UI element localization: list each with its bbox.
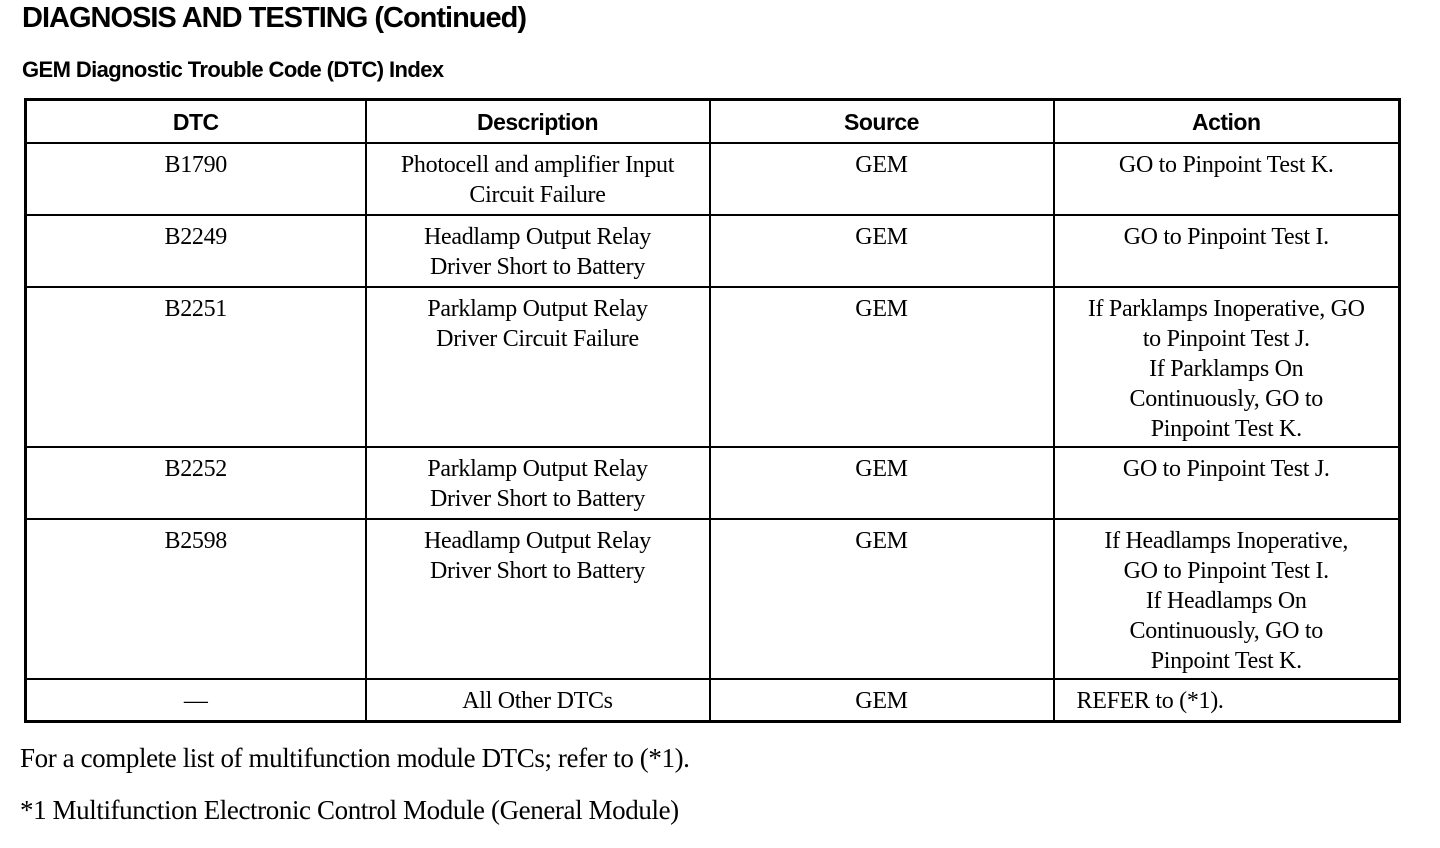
table-row [26, 447, 1400, 519]
cell-dtc: B2249 [26, 215, 366, 287]
cell-action [1054, 447, 1400, 519]
description-line: Driver Circuit Failure [436, 326, 639, 352]
cell-dtc: B1790 [26, 143, 366, 215]
action-line: If Headlamps On [1145, 588, 1307, 614]
cell-action [1054, 519, 1400, 679]
cell-description [366, 519, 710, 679]
cell-source: GEM [710, 215, 1054, 287]
header-description: Description [366, 100, 710, 144]
cell-description [366, 679, 710, 722]
page-heading: DIAGNOSIS AND TESTING (Continued) [22, 2, 527, 34]
dtc-index-table [24, 98, 1401, 723]
cell-dtc: B2251 [26, 287, 366, 447]
description-line: Photocell and amplifier Input [400, 152, 675, 178]
action-line: If Parklamps On [1149, 356, 1304, 382]
action-line: Pinpoint Test K. [1150, 416, 1302, 442]
action-line: to Pinpoint Test J. [1142, 326, 1310, 352]
cell-source: GEM [710, 287, 1054, 447]
description-line: Parklamp Output Relay [427, 296, 648, 322]
table-header-row [26, 100, 1400, 144]
description-line: Headlamp Output Relay [424, 224, 651, 250]
cell-dtc: B2598 [26, 519, 366, 679]
cell-source: GEM [710, 679, 1054, 722]
description-line: Driver Short to Battery [429, 254, 646, 280]
header-source: Source [710, 100, 1054, 144]
cell-description [366, 143, 710, 215]
cell-action [1054, 679, 1400, 722]
action-line: If Headlamps Inoperative, [1104, 528, 1349, 554]
action-line: GO to Pinpoint Test I. [1123, 224, 1329, 250]
table-row [26, 287, 1400, 447]
description-line: Headlamp Output Relay [424, 528, 651, 554]
action-line: REFER to (*1). [1076, 688, 1224, 714]
table-row [26, 143, 1400, 215]
table-row [26, 215, 1400, 287]
action-line: GO to Pinpoint Test I. [1123, 558, 1329, 584]
description-line: Driver Short to Battery [429, 486, 646, 512]
cell-source: GEM [710, 143, 1054, 215]
action-line: Pinpoint Test K. [1150, 648, 1302, 674]
header-dtc: DTC [26, 100, 366, 144]
action-line: If Parklamps Inoperative, GO [1087, 296, 1365, 322]
cell-source: GEM [710, 447, 1054, 519]
description-line: Circuit Failure [469, 182, 606, 208]
cell-dtc: — [26, 679, 366, 722]
action-line: Continuously, GO to [1129, 618, 1323, 644]
cell-action [1054, 215, 1400, 287]
action-line: Continuously, GO to [1129, 386, 1323, 412]
action-line: GO to Pinpoint Test K. [1118, 152, 1334, 178]
footnote-module-definition: *1 Multifunction Electronic Control Module (General Module) [20, 795, 679, 825]
cell-dtc: B2252 [26, 447, 366, 519]
description-line: Driver Short to Battery [429, 558, 646, 584]
table-row [26, 679, 1400, 722]
cell-description [366, 447, 710, 519]
table-row [26, 519, 1400, 679]
footnote-dtc-list: For a complete list of multifunction module DTCs; refer to (*1). [20, 743, 690, 773]
cell-source: GEM [710, 519, 1054, 679]
cell-description [366, 287, 710, 447]
cell-action [1054, 287, 1400, 447]
description-line: Parklamp Output Relay [427, 456, 648, 482]
table-title: GEM Diagnostic Trouble Code (DTC) Index [22, 57, 444, 82]
header-action: Action [1054, 100, 1400, 144]
cell-action [1054, 143, 1400, 215]
cell-description [366, 215, 710, 287]
description-line: All Other DTCs [462, 688, 613, 714]
action-line: GO to Pinpoint Test J. [1122, 456, 1330, 482]
